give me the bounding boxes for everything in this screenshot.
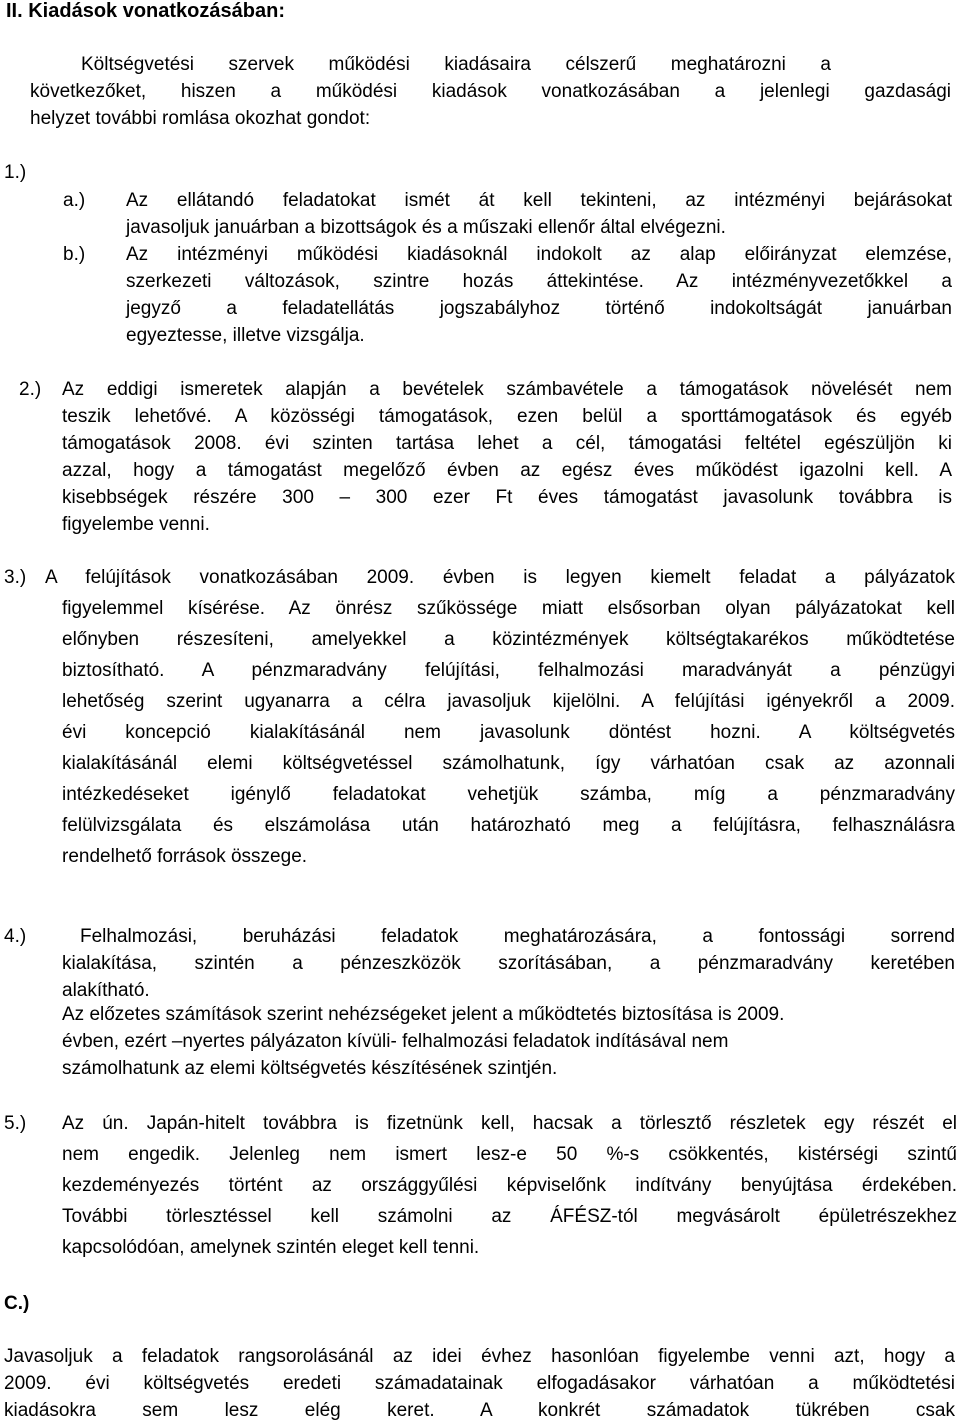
section-c-line: Javasoljuk a feladatok rangsorolásánál az idei évhez hasonlóan figyelembe venni azt, hogy a xyxy=(4,1346,955,1367)
item-1b-line: szerkezeti változások, szintre hozás áttekintése. Az intézményvezetőkkel a xyxy=(126,271,952,292)
section-c-line: kiadásokra sem lesz elég keret. A konkrét számadatok tükrében csak xyxy=(4,1400,955,1421)
item-3-line: rendelhető források összege. xyxy=(62,846,308,867)
item-1a-marker: a.) xyxy=(63,190,86,211)
intro-line: Költségvetési szervek működési kiadásaira célszerű meghatározni a xyxy=(81,54,831,75)
item-2-line: teszik lehetővé. A közösségi támogatások, ezen belül a sporttámogatások és egyéb xyxy=(62,406,952,427)
item-4-line: Felhalmozási, beruházási feladatok meghatározására, a fontossági sorrend xyxy=(80,926,955,947)
item-5-line: További törlesztéssel kell számolni az ÁFÉSZ-tól megvásárolt épületrészekhez xyxy=(62,1206,957,1227)
item-3-line: kialakításánál elemi költségvetéssel számolhatunk, így várhatóan csak az azonnali xyxy=(62,753,955,774)
item-1b-line: egyeztesse, illetve vizsgálja. xyxy=(126,325,365,346)
section-c-line: 2009. évi költségvetés eredeti számadatainak elfogadásakor várhatóan a működtetési xyxy=(4,1373,955,1394)
item-3-line: évi koncepció kialakításánál nem javasolunk döntést hozni. A költségvetés xyxy=(62,722,955,743)
item-2-line: azzal, hogy a támogatást megelőző évben az egész éves működést igazolni kell. A xyxy=(62,460,952,481)
item-3-line: felülvizsgálata és elszámolása után határozható meg a felújításra, felhasználásra xyxy=(62,815,955,836)
item-1b-marker: b.) xyxy=(63,244,86,265)
item-1a-line: javasoljuk januárban a bizottságok és a műszaki ellenőr által elvégezni. xyxy=(126,217,726,238)
item-3-line: biztosítható. A pénzmaradvány felújítási, felhalmozási maradványát a pénzügyi xyxy=(62,660,955,681)
item-3-line: előnyben részesíteni, amelyekkel a közintézmények költségtakarékos működtetése xyxy=(62,629,955,650)
item-4-line: kialakítása, szintén a pénzeszközök szorításában, a pénzmaradvány keretében xyxy=(62,953,955,974)
intro-line: helyzet további romlása okozhat gondot: xyxy=(30,108,371,129)
item-2-line: Az eddigi ismeretek alapján a bevételek számbavétele a támogatások növelését nem xyxy=(62,379,952,400)
item-4-sub-line: Az előzetes számítások szerint nehézségeket jelent a működtetés biztosítása is 2009. xyxy=(62,1004,785,1025)
item-5-line: nem engedik. Jelenleg nem ismert lesz-e 50 %-s csökkentés, kistérségi szintű xyxy=(62,1144,957,1165)
item-3-line: intézkedéseket igénylő feladatokat vehetjük számba, míg a pénzmaradvány xyxy=(62,784,955,805)
section-heading: II. Kiadások vonatkozásában: xyxy=(6,0,285,22)
item-5-line: Az ún. Japán-hitelt továbbra is fizetnünk kell, hacsak a törlesztő részletek egy részét el xyxy=(62,1113,957,1134)
item-5-marker: 5.) xyxy=(4,1113,27,1134)
item-3-line: A felújítások vonatkozásában 2009. évben is legyen kiemelt feladat a pályázatok xyxy=(45,567,955,588)
item-5-line: kezdeményezés történt az országgyűlési képviselőnk indítvány benyújtása érdekében. xyxy=(62,1175,957,1196)
item-1a-line: Az ellátandó feladatokat ismét át kell tekinteni, az intézményi bejárásokat xyxy=(126,190,952,211)
intro-line: következőket, hiszen a működési kiadások vonatkozásában a jelenlegi gazdasági xyxy=(30,81,951,102)
item-2-line: kisebbségek részére 300 – 300 ezer Ft éves támogatást javasolunk továbbra is xyxy=(62,487,952,508)
item-2-line: támogatások 2008. évi szinten tartása lehet a cél, támogatási feltétel egészüljön ki xyxy=(62,433,952,454)
item-3-line: lehetőség szerint ugyanarra a célra javasoljuk kijelölni. A felújítási igényekről a 2009. xyxy=(62,691,955,712)
item-3-marker: 3.) xyxy=(4,567,27,588)
item-4-sub-line: évben, ezért –nyertes pályázaton kívüli- felhalmozási feladatok indításával nem xyxy=(62,1031,729,1052)
section-c-heading: C.) xyxy=(4,1293,30,1314)
item-1-marker: 1.) xyxy=(4,162,27,183)
item-1b-line: Az intézményi működési kiadásoknál indokolt az alap előirányzat elemzése, xyxy=(126,244,952,265)
item-5-line: kapcsolódóan, amelynek szintén eleget kell tenni. xyxy=(62,1237,480,1258)
item-4-sub-line: számolhatunk az elemi költségvetés készítésének szintjén. xyxy=(62,1058,558,1079)
item-4-line: alakítható. xyxy=(62,980,150,1001)
item-3-line: figyelemmel kísérése. Az önrész szűkössége miatt elsősorban olyan pályázatokat kell xyxy=(62,598,955,619)
item-4-marker: 4.) xyxy=(4,926,27,947)
item-2-line: figyelembe venni. xyxy=(62,514,210,535)
item-1b-line: jegyző a feladatellátás jogszabályhoz történő indokoltságát januárban xyxy=(126,298,952,319)
item-2-marker: 2.) xyxy=(19,379,42,400)
